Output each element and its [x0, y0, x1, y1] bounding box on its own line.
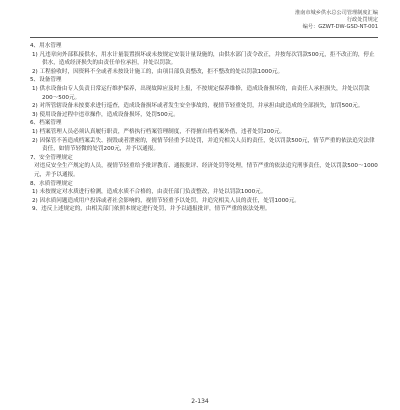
page-number: 2-134	[191, 398, 209, 405]
section-item: 3) 使用设备过程中违章操作，造成设备损坏，处罚500元。	[32, 111, 179, 118]
section-item: 1) 供水设备由专人负责日常运行维护保养，出现故障应及时上报，不按规定保养维修，造成设备损坏的，由责任人承担损失，并处以罚款200～500元。	[32, 85, 370, 101]
header-code: 编号：GZWT-DW-GSD-NT-001	[302, 24, 378, 30]
section-item: 1) 未按规定对水质进行检测，造成水质不合格的，由责任部门负责整改，并处以罚款1000元。	[32, 189, 267, 196]
section-heading: 4、用水管理	[30, 43, 62, 49]
section-item: 2) 对所管辖设备未按要求进行巡查，造成设备损坏或者发生安全事故的，视情节轻重处罚，并承担由此造成的全部损失，加罚500元。	[32, 103, 364, 110]
section-heading: 8、水质管理规定	[30, 180, 73, 187]
section-item: 2) 因保管不善造成档案丢失、损毁或者泄密的，视情节轻重予以处罚，并追究相关人员的责任，处以罚款500元，情节严重的依法追究法律责任，如情节轻微的处罚200元，并予以通报。	[32, 137, 375, 153]
header-subtitle: 行政处罚规定	[346, 17, 378, 23]
document-header	[30, 10, 378, 31]
section-heading: 7、安全管理规定	[30, 154, 73, 161]
header-title: 淮南市城乡供水总公司管理制度汇编	[294, 10, 378, 16]
section-item: 1) 档案管理人员必须认真履行职责，严格执行档案管理制度，不得擅自将档案外借，违者处罚200元。	[32, 128, 286, 135]
document-body	[30, 42, 378, 214]
header-rule	[30, 37, 378, 38]
section-item: 2) 因水质问题造成用户投诉或者社会影响的，视情节轻重予以处罚，并追究相关人员的责任，处罚1000元。	[32, 197, 300, 204]
section-item: 2) 工程验收时，因资料不全或者未按设计施工的，由项目部负责整改，拒不整改的处以罚款1000元。	[32, 68, 284, 75]
section-item: 1) 凡违章向外部私接供水，用水计量装置损坏或未按规定安装计量设施的，由供水部门责令改正，并按每次罚款500元，拒不改正的，停止供水，造成经济损失的由责任单位承担，并处以罚款。	[32, 51, 375, 67]
section-paragraph: 对违反安全生产规定的人员，视情节轻重给予批评教育、通报批评、经济处罚等处理，情节严重的依法追究刑事责任，处以罚款500～1000元，并予以通报。	[34, 163, 378, 178]
section-heading: 9、违反上述规定的，由相关部门依照本规定进行处罚，并予以通报批评，情节严重的依法处理。	[32, 206, 271, 213]
section-heading: 5、设备管理	[30, 77, 62, 84]
section-heading: 6、档案管理	[30, 120, 62, 127]
